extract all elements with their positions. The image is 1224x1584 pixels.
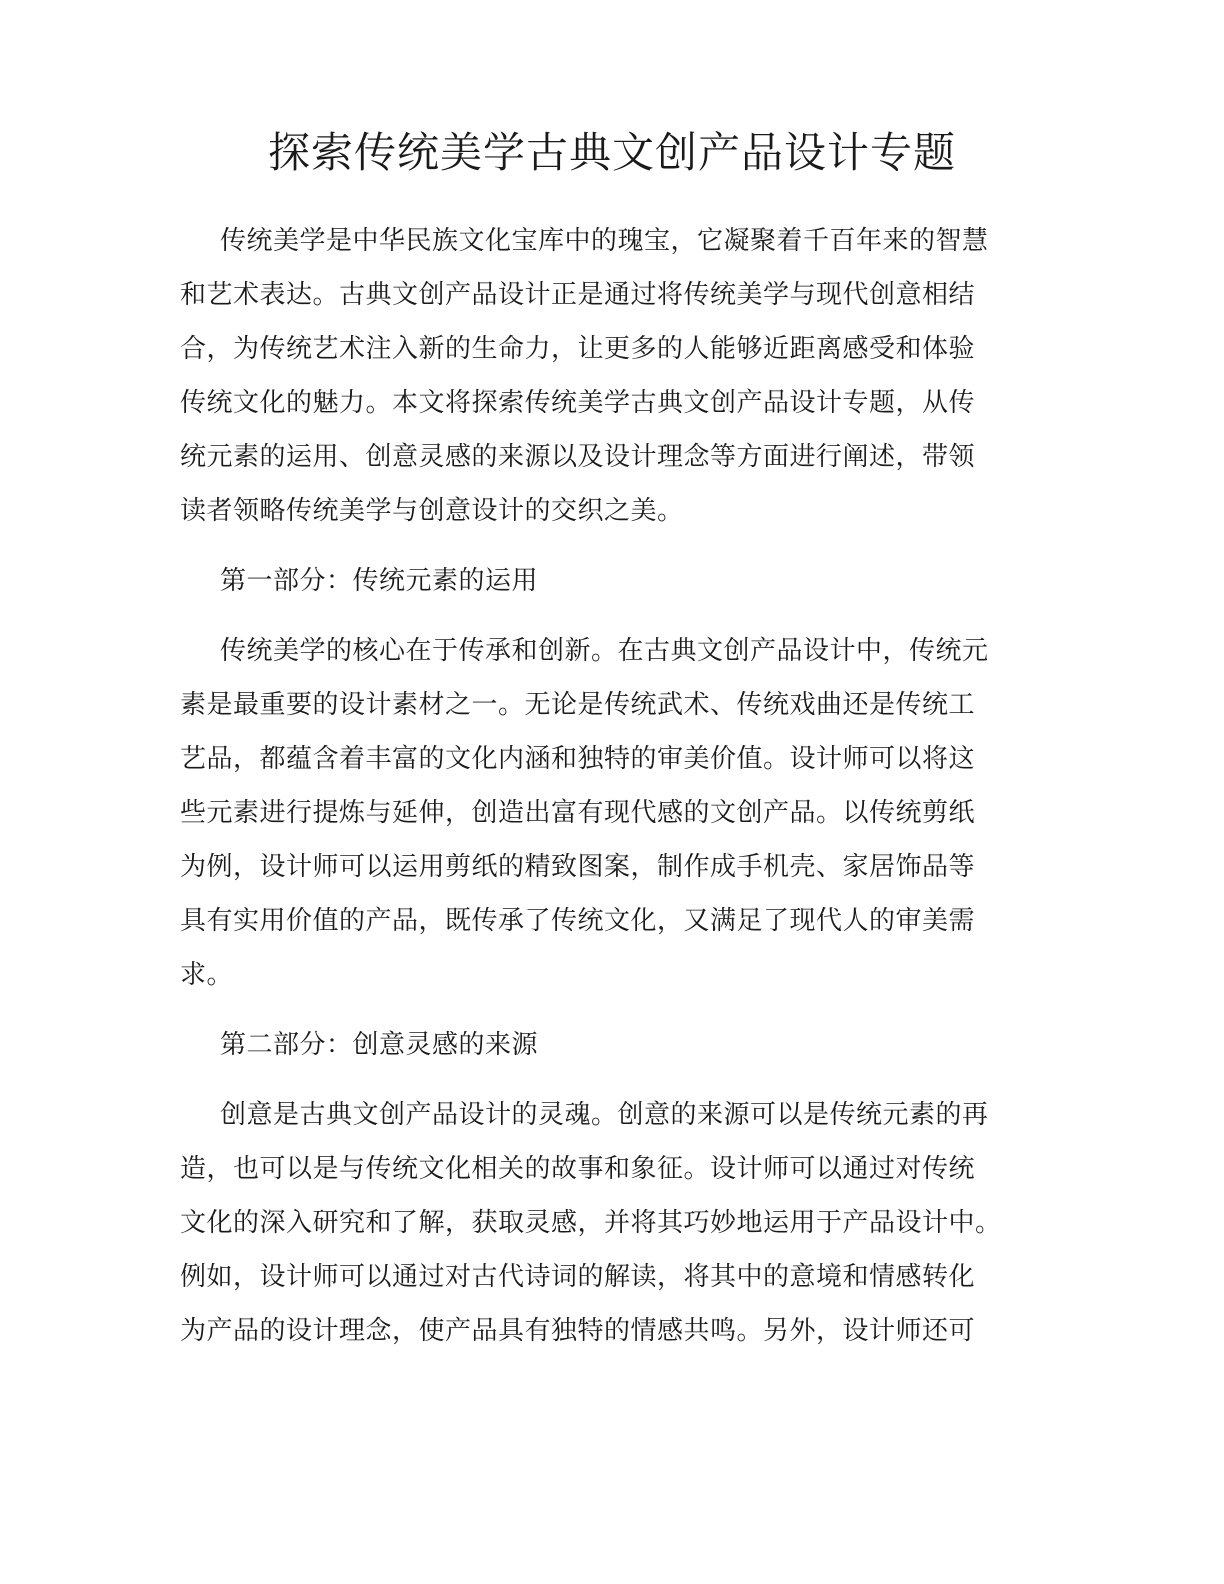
section-heading: 第二部分：创意灵感的来源 [220, 1030, 539, 1060]
intro-paragraph [180, 214, 1060, 538]
paragraph-gap [180, 608, 1060, 624]
paragraph-line: 读者领略传统美学与创意设计的交织之美。 [180, 496, 684, 526]
paragraph-line: 创意是古典文创产品设计的灵魂。创意的来源可以是传统元素的再 [220, 1100, 989, 1130]
section1-paragraph [180, 624, 1060, 1002]
paragraph-gap [180, 538, 1060, 554]
paragraph-line: 传统文化的魅力。本文将探索传统美学古典文创产品设计专题，从传 [180, 388, 976, 418]
paragraph-line: 为例，设计师可以运用剪纸的精致图案，制作成手机壳、家居饰品等 [180, 852, 976, 882]
paragraph-line: 些元素进行提炼与延伸，创造出富有现代感的文创产品。以传统剪纸 [180, 798, 976, 828]
paragraph-line: 合，为传统艺术注入新的生命力，让更多的人能够近距离感受和体验 [180, 334, 976, 364]
paragraph-line: 传统美学是中华民族文化宝库中的瑰宝，它凝聚着千百年来的智慧 [220, 226, 989, 256]
paragraph-line: 艺品，都蕴含着丰富的文化内涵和独特的审美价值。设计师可以将这 [180, 744, 976, 774]
paragraph-line: 和艺术表达。古典文创产品设计正是通过将传统美学与现代创意相结 [180, 280, 976, 310]
document-body [180, 214, 1060, 1358]
paragraph-line: 统元素的运用、创意灵感的来源以及设计理念等方面进行阐述，带领 [180, 442, 976, 472]
paragraph-line: 例如，设计师可以通过对古代诗词的解读，将其中的意境和情感转化 [180, 1262, 976, 1292]
paragraph-line: 求。 [180, 960, 234, 990]
paragraph-line: 具有实用价值的产品，既传承了传统文化，又满足了现代人的审美需 [180, 906, 976, 936]
paragraph-line: 造，也可以是与传统文化相关的故事和象征。设计师可以通过对传统 [180, 1154, 976, 1184]
section-heading: 第一部分：传统元素的运用 [220, 566, 539, 596]
document-title: 探索传统美学古典文创产品设计专题 [267, 128, 956, 177]
paragraph-line: 文化的深入研究和了解，获取灵感，并将其巧妙地运用于产品设计中。 [180, 1208, 1002, 1238]
paragraph-line: 素是最重要的设计素材之一。无论是传统武术、传统戏曲还是传统工 [180, 690, 976, 720]
section2-paragraph [180, 1088, 1060, 1358]
paragraph-line: 传统美学的核心在于传承和创新。在古典文创产品设计中，传统元 [220, 636, 989, 666]
paragraph-gap [180, 1002, 1060, 1018]
paragraph-line: 为产品的设计理念，使产品具有独特的情感共鸣。另外，设计师还可 [180, 1316, 976, 1346]
paragraph-gap [180, 1072, 1060, 1088]
